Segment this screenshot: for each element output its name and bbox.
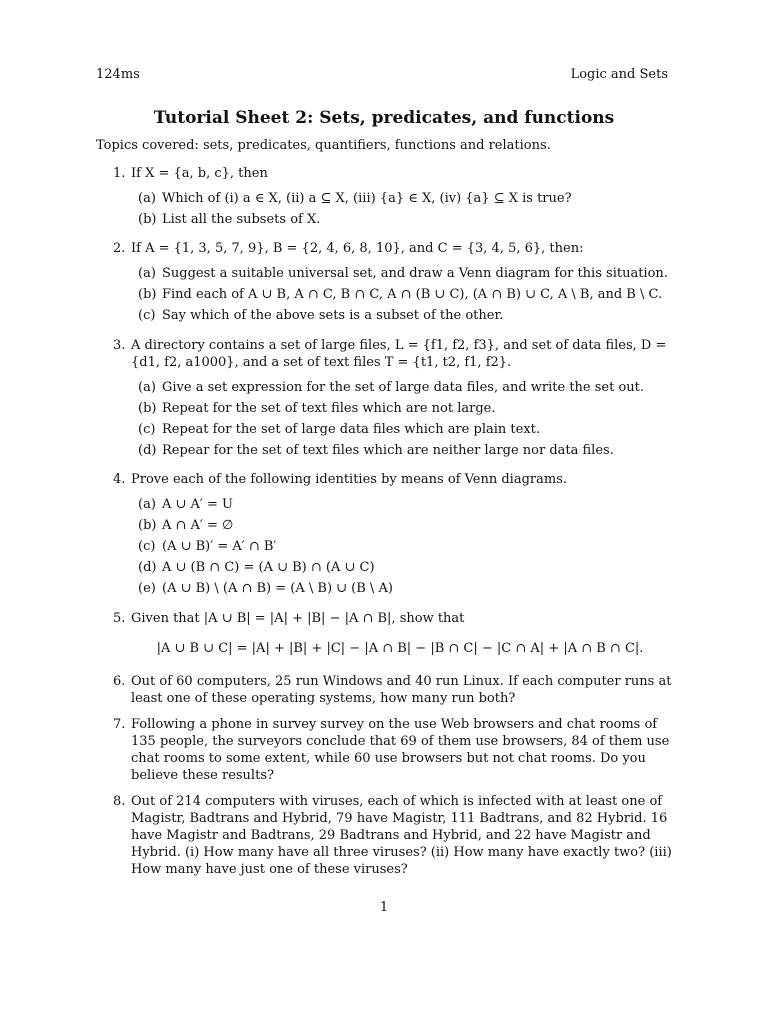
header-course-title: Logic and Sets xyxy=(570,67,668,82)
question-2 xyxy=(113,240,673,326)
header-course-code: 124ms xyxy=(96,67,140,82)
display-equation: |A ∪ B ∪ C| = |A| + |B| + |C| − |A ∩ B| − |B ∩ C| − |C ∩ A| + |A ∩ B ∩ C|. xyxy=(156,641,644,656)
part-label: (b) xyxy=(138,401,157,416)
question-number: 8. xyxy=(113,794,126,809)
part-text: Give a set expression for the set of large data files, and write the set out. xyxy=(162,380,645,395)
question-number: 2. xyxy=(113,241,126,256)
part-label: (d) xyxy=(138,560,157,575)
part-label: (c) xyxy=(138,308,156,323)
question-part xyxy=(138,284,673,305)
question-text: A directory contains a set of large files, L = {f1, f2, f3}, and set of data files, D = {d1, f2, a1000}, and a set of text files T = {t1, t2, f1, f2}. xyxy=(131,338,667,370)
question-text: If X = {a, b, c}, then xyxy=(131,166,268,181)
part-label: (e) xyxy=(138,581,156,596)
question-part xyxy=(138,419,673,440)
question-parts xyxy=(138,494,673,599)
question-parts xyxy=(138,263,673,326)
page-title: Tutorial Sheet 2: Sets, predicates, and functions xyxy=(153,108,615,128)
question-number: 7. xyxy=(113,717,126,732)
question-part xyxy=(138,377,673,398)
question-part xyxy=(138,263,673,284)
question-number: 1. xyxy=(113,166,126,181)
question-8 xyxy=(113,793,673,878)
question-number: 5. xyxy=(113,611,126,626)
question-text: Out of 214 computers with viruses, each of which is infected with at least one of Magistr, Badtrans and Hybrid, 79 have Magistr, 111 Badtrans, and 82 Hybrid. 16 have Magistr and Badtrans, 29 Badtrans and Hybrid, and 22 have Magistr and Hybrid. (i) How many have all three viruses? (ii) How many have exactly two? (iii) How many have just one of these viruses? xyxy=(131,794,672,877)
question-part xyxy=(138,494,673,515)
question-number: 3. xyxy=(113,338,126,353)
part-text: (A ∪ B) \ (A ∩ B) = (A \ B) ∪ (B \ A) xyxy=(162,581,393,596)
question-text: Prove each of the following identities by means of Venn diagrams. xyxy=(131,472,568,487)
part-text: List all the subsets of X. xyxy=(162,212,321,227)
part-label: (a) xyxy=(138,497,156,512)
part-text: Suggest a suitable universal set, and draw a Venn diagram for this situation. xyxy=(162,266,668,281)
part-label: (a) xyxy=(138,191,156,206)
question-number: 6. xyxy=(113,674,126,689)
question-1 xyxy=(113,165,673,230)
part-label: (c) xyxy=(138,422,156,437)
question-parts xyxy=(138,377,673,461)
part-text: Repeat for the set of large data files which are plain text. xyxy=(162,422,541,437)
part-label: (d) xyxy=(138,443,157,458)
part-label: (b) xyxy=(138,212,157,227)
page-number: 1 xyxy=(379,900,389,915)
question-text: Given that |A ∪ B| = |A| + |B| − |A ∩ B|, show that xyxy=(131,611,465,626)
question-6 xyxy=(113,673,673,707)
part-label: (a) xyxy=(138,266,156,281)
part-text: A ∪ A′ = U xyxy=(162,497,233,512)
part-label: (a) xyxy=(138,380,156,395)
part-text: Find each of A ∪ B, A ∩ C, B ∩ C, A ∩ (B ∪ C), (A ∩ B) ∪ C, A \ B, and B \ C. xyxy=(162,287,663,302)
part-text: Repear for the set of text files which are neither large nor data files. xyxy=(162,443,614,458)
question-part xyxy=(138,515,673,536)
part-text: (A ∪ B)′ = A′ ∩ B′ xyxy=(162,539,277,554)
question-3 xyxy=(113,337,673,461)
question-parts xyxy=(138,188,673,230)
question-part xyxy=(138,536,673,557)
part-label: (b) xyxy=(138,287,157,302)
question-part xyxy=(138,557,673,578)
part-text: A ∩ A′ = ∅ xyxy=(162,518,234,533)
question-text: If A = {1, 3, 5, 7, 9}, B = {2, 4, 6, 8, 10}, and C = {3, 4, 5, 6}, then: xyxy=(131,241,584,256)
question-part xyxy=(138,578,673,599)
part-text: A ∪ (B ∩ C) = (A ∪ B) ∩ (A ∪ C) xyxy=(162,560,375,575)
part-label: (b) xyxy=(138,518,157,533)
question-number: 4. xyxy=(113,472,126,487)
question-part xyxy=(138,398,673,419)
question-part xyxy=(138,188,673,209)
part-text: Which of (i) a ∈ X, (ii) a ⊆ X, (iii) {a} ∈ X, (iv) {a} ⊆ X is true? xyxy=(162,191,572,206)
question-part xyxy=(138,305,673,326)
question-4 xyxy=(113,471,673,599)
topics-covered: Topics covered: sets, predicates, quantifiers, functions and relations. xyxy=(96,138,551,153)
question-text: Following a phone in survey survey on the use Web browsers and chat rooms of 135 people, the surveyors conclude that 69 of them use browsers, 84 of them use chat rooms to some extent, while 60 use browsers but not chat rooms. Do you believe these results? xyxy=(131,717,670,783)
question-part xyxy=(138,209,673,230)
question-5 xyxy=(113,610,673,627)
question-part xyxy=(138,440,673,461)
question-7 xyxy=(113,716,673,784)
part-text: Repeat for the set of text files which are not large. xyxy=(162,401,496,416)
part-text: Say which of the above sets is a subset of the other. xyxy=(162,308,504,323)
part-label: (c) xyxy=(138,539,156,554)
question-text: Out of 60 computers, 25 run Windows and 40 run Linux. If each computer runs at least one of these operating systems, how many run both? xyxy=(131,674,672,706)
